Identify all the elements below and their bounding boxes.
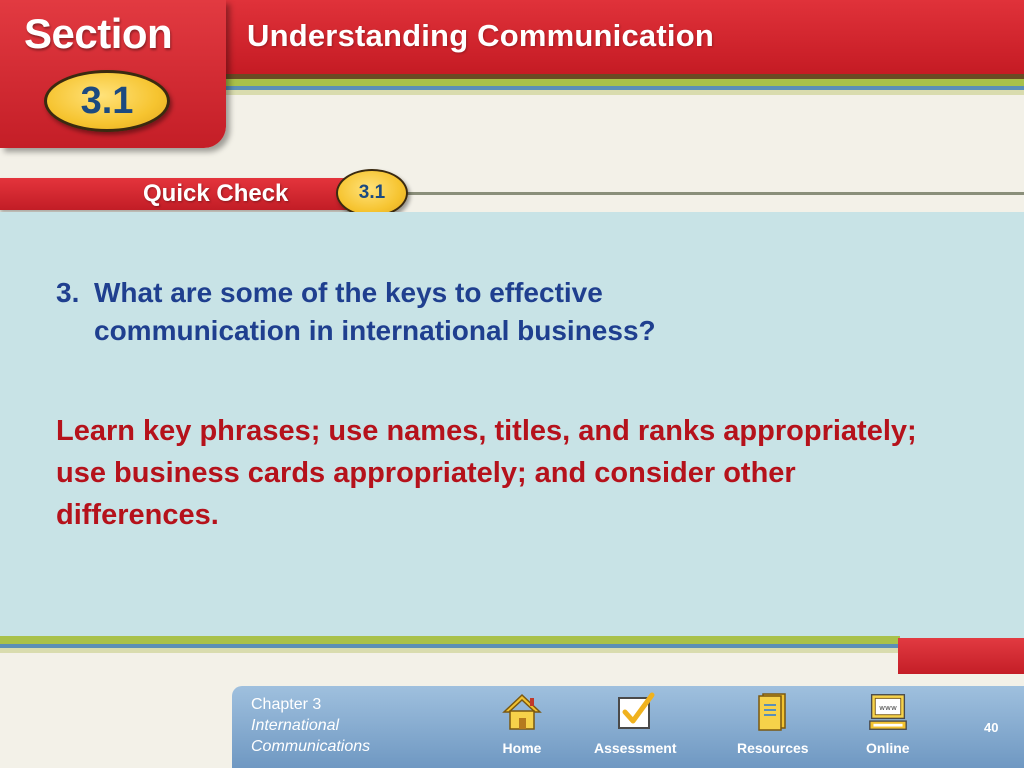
section-number-badge (44, 70, 170, 132)
quick-check-badge (336, 169, 408, 217)
question-text: What are some of the keys to effective communication in international business? (94, 277, 656, 346)
home-icon (502, 690, 542, 734)
answer-text: Learn key phrases; use names, titles, and ranks appropriately; use business cards appropriately; and consider other differences. (56, 415, 917, 531)
question-number: 3. (56, 277, 80, 308)
page-number: 40 (984, 720, 999, 735)
nav-resources-label: Resources (737, 740, 809, 756)
nav-online-button[interactable] (866, 690, 910, 756)
nav-home-button[interactable] (502, 690, 542, 756)
nav-resources-button[interactable] (737, 690, 809, 756)
section-tab (0, 0, 226, 148)
question (56, 274, 816, 350)
chapter-title-line1: International (251, 717, 340, 734)
chapter-info (251, 694, 370, 757)
chapter-number: Chapter 3 (251, 696, 322, 713)
page-title: Understanding Communication (247, 18, 714, 53)
section-label: Section (24, 10, 173, 57)
nav-assessment-label: Assessment (594, 740, 677, 756)
chapter-title-line2: Communications (251, 738, 371, 755)
nav-home-label: Home (502, 740, 542, 756)
nav-assessment-button[interactable] (594, 690, 677, 756)
quick-check-rule (370, 192, 1024, 195)
checkbox-icon (615, 690, 655, 734)
book-icon (753, 690, 793, 734)
quick-check-label: Quick Check (143, 180, 289, 207)
computer-icon (868, 690, 908, 734)
svg-text:www: www (878, 703, 897, 713)
quick-check-number: 3.1 (358, 182, 386, 203)
nav-online-label: Online (866, 740, 910, 756)
red-tab (898, 638, 1024, 674)
lower-stripes (0, 636, 1024, 676)
section-number: 3.1 (80, 79, 134, 122)
